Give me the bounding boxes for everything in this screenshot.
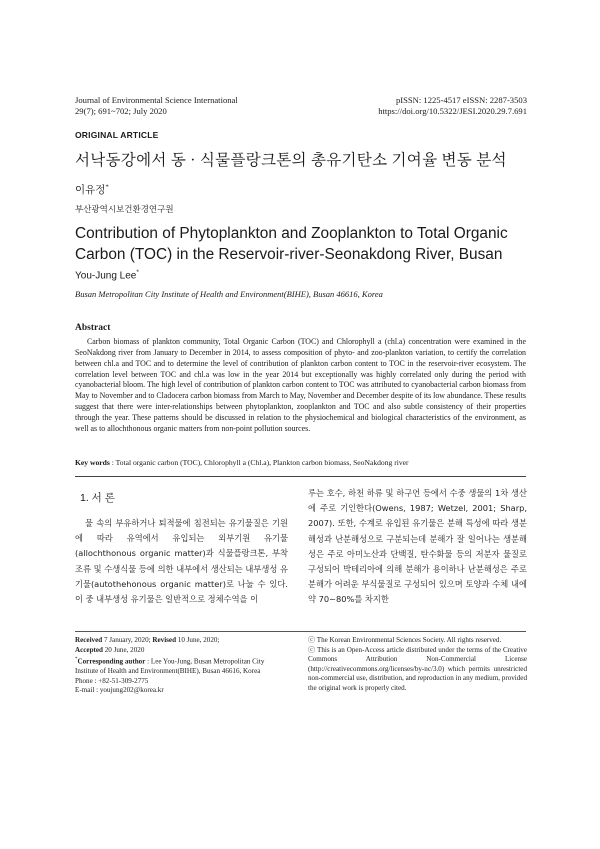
license-text: ⓒ This is an Open-Access article distributed under the terms of the Creative Commons Attribution Non-Commercial License (http://creativecommons.org/licenses/by-nc/3.0) which permits unrestricted non-commercial use, distribution, and reproduction in any medium, provided the original work is properly cited. xyxy=(308,645,527,692)
abstract-heading: Abstract xyxy=(75,323,111,333)
english-affiliation: Busan Metropolitan City Institute of Health and Environment(BIHE), Busan 46616, Korea xyxy=(75,289,383,299)
accepted-label: Accepted xyxy=(75,645,103,654)
keywords-label: Key words xyxy=(75,458,110,467)
copyright-line: ⓒ The Korean Environmental Sciences Society. All rights reserved. xyxy=(308,636,502,644)
korean-affiliation: 부산광역시보건환경연구원 xyxy=(75,204,174,214)
corr-mark: * xyxy=(75,657,78,663)
keywords-divider xyxy=(75,476,526,477)
section-heading: 1. 서 론 xyxy=(80,492,115,504)
abstract-text: Carbon biomass of plankton community, Total Organic Carbon (TOC) and Chlorophyll a (chl.a) concentration were examined in the SeoNakdong river from January to December in 2014, to assess composition of phyto- and zoo-plankton variation, to certify the correlation between chl.a and TOC and to determine the level of contribution of plankton carbon content to TOC in the reservoir-river ecosystem. The correlation level between TOC and chl.a was low in the year 2014 but exceptionally was highly correlated only during the period with cyanobacterial bloom. The high level of contribution of plankton carbon content to TOC was attributed to cyanobacterial carbon biomass from May to November and to Cladocera carbon biomass from March to May, November and December despite of its low abundance. These results suggest that there were inter-relationships between phytoplankton, zooplankton and TOC and also subtle consistency of their properties through the year. These patterns should be discussed in relation to the physiochemical and biological characteristics of the environment, as well as to allochthonous organic matters from non-point pollution sources. xyxy=(75,337,526,433)
email[interactable]: E-mail : youjung202@korea.kr xyxy=(75,686,164,695)
english-author-mark: * xyxy=(136,269,139,276)
footnote-divider xyxy=(75,631,526,632)
english-title: Contribution of Phytoplankton and Zooplankton to Total Organic Carbon (TOC) in the Reservoir-river-Seonakdong River, Busan xyxy=(75,225,508,263)
received-date: 7 January, 2020; xyxy=(102,636,153,644)
body-right-column: 루는 호수, 하천 하류 및 하구언 등에서 수중 생물의 1차 생산에 주로 기인한다(Owens, 1987; Wetzel, 2001; Sharp, 2007). 또한, 수계로 유입된 유기물은 분해 특성에 따라 생분해성과 난분해성으로 구분되는데 분해가 잘 일어나는 생분해성은 주로 아미노산과 단백질, 탄수화물 등의 저분자 물질로 구성되어 박테리아에 의해 분해가 용이하나 난분해성은 주로 분해가 어려운 부식물질로 구성되어 있으며 토양과 수체 내에 약 70∼80%를 차지한 xyxy=(308,488,527,605)
keywords xyxy=(75,458,526,467)
journal-header-right xyxy=(378,95,527,117)
korean-author-name: 이유정 xyxy=(75,185,106,196)
keywords-text: : Total organic carbon (TOC), Chlorophyll a (Chl.a), Plankton carbon biomass, SeoNakdong river xyxy=(109,458,409,467)
phone: Phone : +82-51-309-2775 xyxy=(75,676,149,685)
journal-citation: 29(7); 691~702; July 2020 xyxy=(75,106,167,116)
footnote-right xyxy=(308,636,527,694)
journal-header-left xyxy=(75,95,238,117)
english-author xyxy=(75,269,139,281)
accepted-line xyxy=(75,646,288,656)
revised-date: 10 June, 2020; xyxy=(176,636,220,644)
corr-label: Corresponding author xyxy=(77,657,146,666)
korean-author xyxy=(75,182,109,197)
korean-author-mark: * xyxy=(105,183,109,191)
corresponding-author xyxy=(75,655,288,677)
received-label: Received xyxy=(75,636,103,644)
corr-text: : Lee You-Jung, Busan Metropolitan City Institute of Health and Environment(BIHE), Busan 46616, Korea xyxy=(75,657,265,676)
journal-issn: pISSN: 1225-4517 eISSN: 2287-3503 xyxy=(395,95,527,105)
korean-title: 서낙동강에서 동 · 식물플랑크톤의 총유기탄소 기여율 변동 분석 xyxy=(75,152,507,169)
footnote-left xyxy=(75,636,288,696)
received-line xyxy=(75,636,288,646)
revised-label: Revised xyxy=(152,636,177,644)
article-type: ORIGINAL ARTICLE xyxy=(75,130,159,140)
journal-doi[interactable]: https://doi.org/10.5322/JESI.2020.29.7.691 xyxy=(378,106,527,116)
body-left-column: 물 속의 부유하거나 퇴적물에 침전되는 유기물질은 기원에 따라 유역에서 유입되는 외부기원 유기물(allochthonous organic matter)과 식물플랑크톤, 부착조류 및 수생식물 등에 의한 내부에서 생산되는 내부생성 유기물(autothehonous organic matter)로 나눌 수 있다. 이 중 내부생성 유기물은 일반적으로 정체수역을 이 xyxy=(75,518,288,605)
accepted-date: 20 June, 2020 xyxy=(102,645,145,654)
english-author-name: You-Jung Lee xyxy=(75,270,137,282)
journal-name: Journal of Environmental Science International xyxy=(75,95,238,105)
